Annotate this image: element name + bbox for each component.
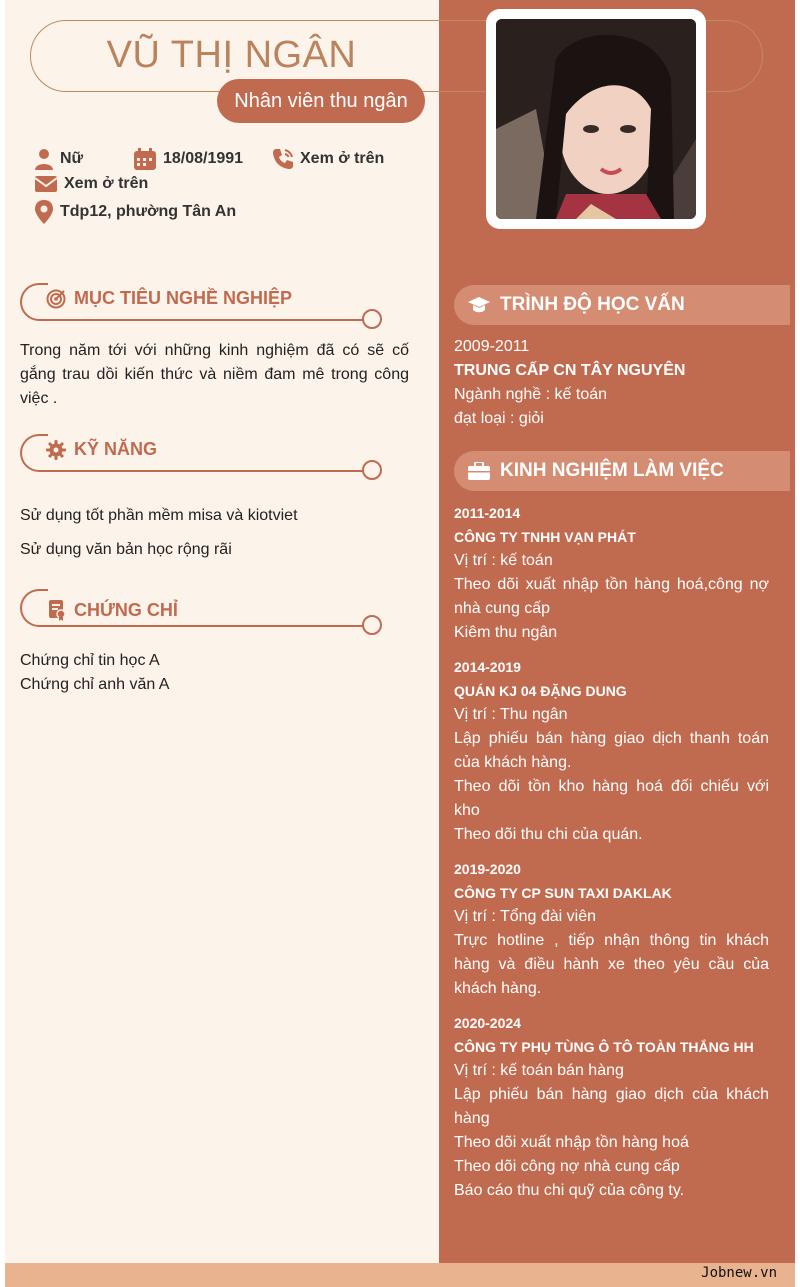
job-line: Trực hotline , tiếp nhận thông tin khách hàng và điều hành xe theo yêu cầu của khách hàng. xyxy=(454,932,769,997)
profile-photo-frame xyxy=(486,9,706,229)
skills-dot xyxy=(362,460,382,480)
birthday-value: 18/08/1991 xyxy=(163,150,244,167)
job-line: Kiêm thu ngân xyxy=(454,624,558,641)
job-company: QUÁN KJ 04 ĐẶNG DUNG xyxy=(454,683,627,699)
job-line: Vị trí : Thu ngân xyxy=(454,706,568,723)
education-period: 2009-2011 xyxy=(454,338,530,355)
candidate-name: VŨ THỊ NGÂN xyxy=(106,34,357,76)
certificates-title-text: CHỨNG CHỈ xyxy=(74,599,178,620)
phone-value: Xem ở trên xyxy=(300,150,385,167)
objective-title xyxy=(46,288,292,309)
job-company: CÔNG TY TNHH VẠN PHÁT xyxy=(454,529,636,545)
objective-arc xyxy=(20,283,48,321)
address-info xyxy=(34,200,236,224)
certificates-line xyxy=(44,625,374,627)
experience-job xyxy=(454,501,769,645)
gear-icon xyxy=(46,440,66,460)
user-icon xyxy=(34,148,54,170)
certificates-dot xyxy=(362,615,382,635)
job-line: Theo dõi xuất nhập tồn hàng hoá xyxy=(454,1134,689,1151)
skill-item: Sử dụng văn bản học rộng rãi xyxy=(20,541,232,558)
job-line: Vị trí : kế toán bán hàng xyxy=(454,1062,624,1079)
objective-title-text: MỤC TIÊU NGHỀ NGHIỆP xyxy=(74,288,293,308)
certificate-icon xyxy=(48,599,66,621)
job-company: CÔNG TY PHỤ TÙNG Ô TÔ TOÀN THẮNG HH xyxy=(454,1039,754,1055)
graduation-cap-icon xyxy=(468,296,490,314)
education-line: Ngành nghề : kế toán xyxy=(454,386,608,403)
job-line: Báo cáo thu chi quỹ của công ty. xyxy=(454,1182,685,1199)
map-pin-icon xyxy=(34,200,54,224)
certificates-title xyxy=(48,599,178,621)
certificate-item: Chứng chỉ anh văn A xyxy=(20,676,170,693)
job-period: 2020-2024 xyxy=(454,1015,521,1031)
education-school: TRUNG CẤP CN TÂY NGUYÊN xyxy=(454,362,686,379)
email-info xyxy=(34,174,148,194)
footer-brand[interactable]: Jobnew.vn xyxy=(701,1265,777,1281)
job-company: CÔNG TY CP SUN TAXI DAKLAK xyxy=(454,885,672,901)
birthday-info xyxy=(133,148,243,170)
certificates-header xyxy=(20,589,385,629)
skills-title-text: KỸ NĂNG xyxy=(74,439,158,459)
job-line: Theo dõi xuất nhập tồn hàng hoá,công nợ nhà cung cấp xyxy=(454,576,769,617)
envelope-icon xyxy=(34,174,58,194)
job-title-badge: Nhân viên thu ngân xyxy=(217,79,425,123)
objective-header xyxy=(20,283,385,323)
skills-arc xyxy=(20,434,48,472)
objective-text: Trong năm tới với những kinh nghiệm đã có sẽ cố gắng trau dồi kiến thức và niềm đam mê trong công việc . xyxy=(20,342,409,407)
skills-line xyxy=(44,470,374,472)
experience-job xyxy=(454,655,769,847)
job-period: 2019-2020 xyxy=(454,861,521,877)
job-line: Lập phiếu bán hàng giao dịch thanh toán của khách hàng. xyxy=(454,730,769,771)
skills-title xyxy=(46,439,157,460)
education-header xyxy=(454,285,790,325)
job-line: Theo dõi công nợ nhà cung cấp xyxy=(454,1158,680,1175)
job-period: 2014-2019 xyxy=(454,659,521,675)
experience-job xyxy=(454,857,769,1001)
certificates-arc xyxy=(20,589,48,627)
job-line: Theo dõi thu chi của quán. xyxy=(454,826,643,843)
certificate-item: Chứng chỉ tin học A xyxy=(20,652,160,669)
portrait-illustration xyxy=(496,19,696,219)
skill-item: Sử dụng tốt phần mềm misa và kiotviet xyxy=(20,507,298,524)
job-period: 2011-2014 xyxy=(454,505,521,521)
email-value: Xem ở trên xyxy=(64,175,149,192)
skills-header xyxy=(20,434,385,474)
job-line: Vị trí : Tổng đài viên xyxy=(454,908,596,925)
briefcase-icon xyxy=(468,462,490,480)
experience-title: KINH NGHIỆM LÀM VIỆC xyxy=(500,460,724,481)
target-icon xyxy=(46,289,66,309)
phone-icon xyxy=(272,148,294,170)
phone-info xyxy=(272,148,384,170)
job-line: Theo dõi tồn kho hàng hoá đối chiếu với kho xyxy=(454,778,769,819)
gender-info xyxy=(34,148,83,170)
objective-line xyxy=(44,319,374,321)
footer-bar xyxy=(5,1263,795,1287)
gender-value: Nữ xyxy=(60,150,84,167)
job-line: Lập phiếu bán hàng giao dịch của khách hàng xyxy=(454,1086,769,1127)
education-block xyxy=(454,335,769,431)
profile-photo xyxy=(496,19,696,219)
objective-dot xyxy=(362,309,382,329)
job-line: Vị trí : kế toán xyxy=(454,552,553,569)
education-line: đạt loại : giỏi xyxy=(454,410,544,427)
experience-job xyxy=(454,1011,769,1203)
experience-header xyxy=(454,451,790,491)
education-title: TRÌNH ĐỘ HỌC VẤN xyxy=(500,294,685,315)
address-value: Tdp12, phường Tân An xyxy=(60,203,237,220)
calendar-icon xyxy=(133,148,157,170)
